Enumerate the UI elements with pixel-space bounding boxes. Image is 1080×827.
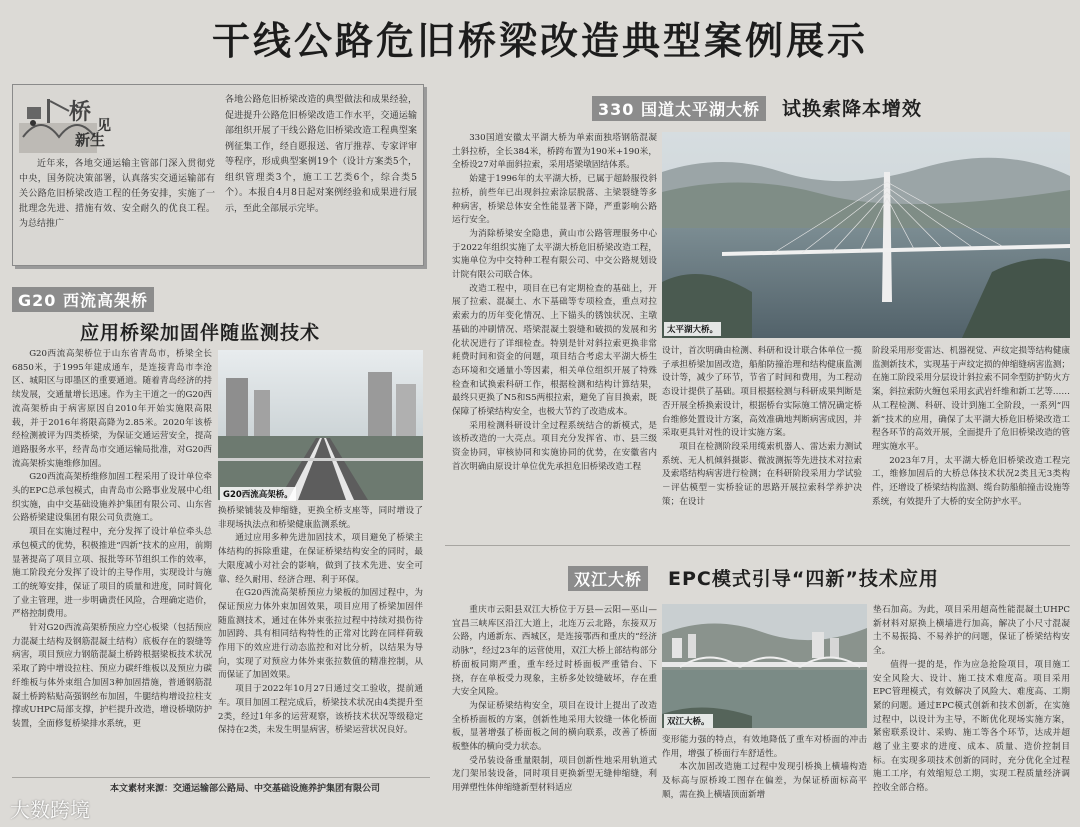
shuangjiang-paragraph: 本次加固改造施工过程中发现引桥换上横墙构造及标高与原桥竣工图存在偏差，为保证桥面标高平顺，需在换上横墙顶面新增 <box>662 762 867 800</box>
bottom-rule <box>12 777 430 778</box>
g20-paragraph: 通过应用多种先进加固技术，项目避免了桥梁主体结构的拆除重建，在保证桥梁结构安全的同时，最大限度减小对社会的影响，做到了技术先进、安全可靠、经久耐用、经济合理、利于环保。 <box>218 533 423 585</box>
shuangjiang-column-2 <box>662 734 867 809</box>
taiping-paragraph: 采用检测科研设计全过程系统结合的新模式，是该桥改造的一大亮点。项目充分发挥省、市、县三级资金协同，审核协同和实施协同的优势，在安徽省内首次明确由原设计单位优先承担危旧桥梁改造工程 <box>452 420 657 472</box>
taiping-paragraph: 2023年7月，太平湖大桥危旧桥梁改造工程完工，维修加固后的大桥总体技术状况2类且无3类构件，还增设了桥梁结构监测、缆台防船舶撞击设施等系统，有效提升了大桥的安全防护水平。 <box>872 455 1070 507</box>
shuangjiang-photo-caption: 双江大桥。 <box>664 714 713 728</box>
taiping-column-1 <box>452 132 657 537</box>
g20-kicker: G20 西流高架桥 <box>12 287 154 312</box>
taiping-column-2 <box>662 345 862 537</box>
g20-column-2 <box>218 505 423 773</box>
section-divider <box>445 545 1070 546</box>
g20-paragraph: 在G20西流高架桥预应力梁板的加固过程中，为保证预应力体外束加固效果，项目应用了桥梁加固伴随监测技术，通过在体外束张拉过程中持续对损伤待加固跨、具有相同结构特性的正常对比跨在同样荷载作用下的效应进行动态监控和对比分析，以结果为导向，实现了对预应力体外束张拉数值的精准控制，从而保证了加固效果。 <box>218 588 423 681</box>
shuangjiang-paragraph: 为保证桥梁结构安全，项目在设计上提出了改造全桥桥面板的方案，创新性地采用大铰缝一体化桥面板，显著增强了桥面板之间的横向联系，改善了桥面板整体的横向受力状态。 <box>452 700 657 753</box>
taiping-paragraph: 330国道安徽太平湖大桥为单索面独塔钢筋混凝土斜拉桥，全长384米，桥跨布置为190米+190米，全桥设27对单面斜拉索，采用塔梁墩固结体系。 <box>452 133 657 171</box>
shuangjiang-column-1 <box>452 604 657 809</box>
shuangjiang-kicker: 双江大桥 <box>568 566 648 591</box>
g20-viaduct-illustration <box>218 350 423 500</box>
g20-paragraph: G20西流高架桥维修加固工程采用了设计单位牵头的EPC总承包模式，由青岛市公路事业发展中心组织实施，由中交基础设施养护集团有限公司、山东省公路桥梁建设集团有限公司负责施工。 <box>12 472 212 524</box>
g20-paragraph: 换桥梁铺装及伸缩缝，更换全桥支座等，同时增设了非现场执法点和桥梁健康监测系统。 <box>218 506 423 530</box>
shuangjiang-paragraph: 重庆市云阳县双江大桥位于万县—云阳—巫山—宜昌三峡库区沿江大道上，北连万云北路，东接双万公路，内通新东、西城区，是连接鄂西和重庆的“经济动脉”，经过23年的运营使用，双江大桥上部结构部分桥面板同期严重，重车经过时桥面板严重错台、下挠，存在单板受力现象，主桥多处铰缝破坏，存在重大安全风险。 <box>452 605 657 698</box>
taiping-paragraph: 为消除桥梁安全隐患，黄山市公路管理服务中心于2022年组织实施了太平湖大桥危旧桥梁改造工程，实施单位为中交特种工程有限公司、中交公路规划设计院有限公司联合体。 <box>452 228 657 281</box>
intro-left-text <box>19 157 215 257</box>
g20-viaduct-photo <box>218 350 423 500</box>
taiping-subhead: 试换索降本增效 <box>782 98 923 120</box>
logo-char-bridge: 桥 <box>69 99 92 125</box>
g20-column-1 <box>12 348 212 773</box>
g20-paragraph: 项目于2022年10月27日通过交工验收，提前通车。项目加固工程完成后，桥梁技术状况由4类提升至2类，经过1年多的运营观察，该桥技术状况等级稳定保持在2类，未发生明显病害，桥梁运营状况良好。 <box>218 684 423 736</box>
watermark-text: 大数跨境 <box>10 798 90 822</box>
taiping-bridge-illustration <box>662 132 1070 338</box>
g20-subhead: 应用桥梁加固伴随监测技术 <box>80 322 321 344</box>
intro-left-paragraph: 近年来，各地交通运输主管部门深入贯彻党中央，国务院决策部署，认真落实交通运输部有关公路危旧桥梁改造工程的任务安排，实施了一批理念先进、措施有效、安全耐久的优良工程。为总结推广 <box>19 159 215 229</box>
page-title: 干线公路危旧桥梁改造典型案例展示 <box>211 19 868 63</box>
source-credit: 本文素材来源：交通运输部公路局、中交基础设施养护集团有限公司 <box>110 784 381 794</box>
shuangjiang-subhead: EPC模式引导“四新”技术应用 <box>668 568 939 590</box>
g20-paragraph: 项目在实施过程中，充分发挥了设计单位牵头总承包模式的优势，积极推进“四新”技术的应用，前期显著提高了项目立项、报批等环节组织工作的效率，施工阶段充分发挥了设计的主导作用，实现设计与施工的统筹安排，保证了项目的质量和进度，同时简化了业主管理，进一步明确责任风险，合理确定造价，严格控制费用。 <box>12 527 212 620</box>
shuangjiang-bridge-photo <box>662 604 867 728</box>
taiping-bridge-photo <box>662 132 1070 338</box>
shuangjiang-paragraph: 垫石加高。为此，项目采用超高性能混凝土UHPC新材料对原换上横墙进行加高，解决了小尺寸混凝土不易振捣、不易养护的问题，保证了桥梁结构安全。 <box>873 605 1070 657</box>
taiping-paragraph: 阶段采用形变雷达、机器视觉、声纹定损等结构健康监测新技术，实现基于声纹定损的伸缩缝病害监测；在施工阶段采用分层设计斜拉索不同伞型防护防火方案，斜拉索防火缠包采用玄武岩纤维和新工艺等……从工程检测、科研、设计到施工全阶段，一系列“四新”技术的应用，确保了太平湖大桥危旧桥梁改造工程各环节的高效开展，全面提升了危旧桥梁改造的管理实施水平。 <box>872 346 1070 452</box>
g20-paragraph: G20西流高架桥位于山东省青岛市，桥梁全长6850米，于1995年建成通车，是连接青岛市李沧区、城阳区与即墨区的重要通道。随着青岛经济的持续发展，交通量增长迅速。作为主干道之一的G20西流高架桥由于病害原因自2010年开始实施限高限载，并于2016年将限高降为2.85米。2020年该桥经检测被评为四类桥梁，为保证交通运营安全，提高道路服务水平，经青岛市交通运输局批准，对G20西流高架桥实施维修加固。 <box>12 349 212 469</box>
shuangjiang-paragraph: 变形能力强的特点，有效地降低了重车对桥面的冲击作用，增强了桥面行车舒适性。 <box>662 735 867 759</box>
g20-paragraph: 针对G20西流高架桥预应力空心板梁（包括预应力混凝土结构及钢筋混凝土结构）底板存在的裂缝等病害，项目预应力钢筋混凝土桥跨根据梁板技术状况采取了跨中增设拉柱、预应力碳纤维板以及预应力碳纤维板与体外束组合加固3种加固措施，普通钢筋混凝土桥跨粘贴高强钢丝布加固，牛腿结构增设拉柱支撑或UHPC局部支撑，护栏提升改造，增设桥墩防护装置，全面修复桥梁排水系统，更 <box>12 623 212 729</box>
intro-box <box>12 84 424 266</box>
logo-char-see: 见 <box>97 118 111 134</box>
shuangjiang-paragraph: 受吊装设备重量限制，项目创新性地采用轨道式龙门架吊装设备，同时项目更换新型无缝伸缩缝，利用弹塑性体伸缩缝新型材料适应 <box>452 755 657 794</box>
g20-photo-caption: G20西流高架桥。 <box>220 487 296 501</box>
taiping-paragraph: 项目在检测阶段采用缆索机器人、雷达索力测试系统、无人机倾斜摄影、微波测振等先进技术对拉索及索塔结构病害进行检测；在科研阶段采用力学试验－评估模型－实桥验证的思路开展拉索科学养护决策；在设计 <box>662 441 862 507</box>
taiping-photo-caption: 太平湖大桥。 <box>664 322 721 336</box>
taiping-column-3 <box>872 345 1070 537</box>
shuangjiang-column-3 <box>873 604 1070 809</box>
taiping-kicker: 330 国道太平湖大桥 <box>592 96 766 121</box>
taiping-paragraph: 始建于1996年的太平湖大桥，已属于超龄服役斜拉桥，前些年已出现斜拉索涂层脱落、主梁裂缝等多种病害，桥梁总体安全性能显著下降，严重影响公路运行安全。 <box>452 174 657 226</box>
shuangjiang-paragraph: 值得一提的是，作为应急抢险项目，项目施工安全风险大、设计、施工技术难度高。项目采用EPC管理模式，有效解决了风险大、难度高、工期紧的问题。通过EPC模式创新和技术创新，在实施过程中，以设计为主导，不断优化现场实施方案，紧密联系设计、采购、施工等各个环节，达成并超越了业主要求的进度、成本、质量、造价控制目标。在实现多项技术创新的同时，充分优化全过程施工工序，有效缩短总工期，实现工程质量经济调控收全部合格。 <box>873 659 1070 794</box>
intro-right-text <box>225 93 417 259</box>
taiping-paragraph: 设计，首次明确由检测、科研和设计联合体单位一揽子承担桥梁加固改造，船舶防撞治理和结构健康监测设计等，减少了环节，节省了时间和费用，为工程动态设计提供了基础。项目根据检测与科研成果判断是否开展全桥换索设计，根据桥台实际施工情况确定桥台维修处置设计方案，高效准确地判断病害成因，并采取更具针对性的设计实施方案。 <box>662 346 862 439</box>
logo-char-newlife: 新生 <box>75 131 106 149</box>
shuangjiang-bridge-illustration <box>662 604 867 728</box>
intro-right-paragraph: 各地公路危旧桥梁改造的典型做法和成果经验，促进提升公路危旧桥梁改造工作水平，交通运输部组织开展了干线公路危旧桥梁改造工程典型案例征集工作，经自愿报送、省厅推荐、专家评审等程序，形成典型案例19个（设计方案类5个，组织管理类3个，施工工艺类6个，综合类5个）。本报自4月8日起对案例经验和成果进行展示，至此全部展示完毕。 <box>225 95 417 214</box>
taiping-paragraph: 改造工程中，项目在已有定期检查的基础上，开展了拉索、混凝土、水下基础等专项检查，重点对拉索索力的历年变化情况、上下锚头的锈蚀状况、主墩基础的冲刷情况、塔梁混凝土裂缝和破损的发展和劣化状况进行了详细检查。特别是针对斜拉索更换非常耗费时间和资金的问题，项目结合考虑太平湖大桥生态环境和交通量小等因素，相关单位组织开展了特殊检查和试换索科研工作，根据检测和结构计算结果，最终只更换了N5和S5两根拉索，避免了盲目换索，既保障了桥梁结构安全，也极大节约了改造成本。 <box>452 283 657 418</box>
